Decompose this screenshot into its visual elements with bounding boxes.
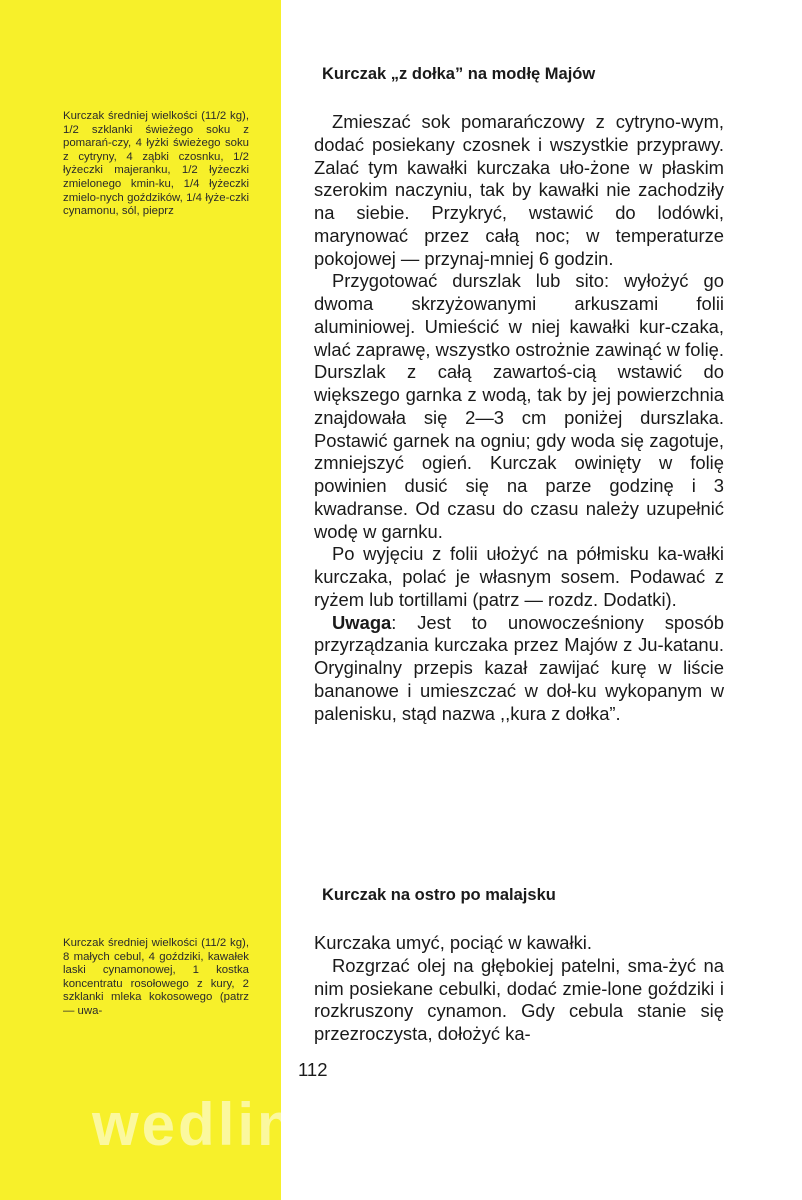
recipe1-paragraph: Przygotować durszlak lub sito: wyłożyć go dwoma skrzyżowanymi arkuszami folii aluminiowej. Umieścić w niej kawałki kur-czaka, wlać zaprawę, wszystko ostrożnie zawinąć w folię. Durszlak z całą zawartoś-cią wstawić do większego garnka z wodą, tak by jej powierzchnia znajdowała się 2—3 cm poniżej durszlaka. Postawić garnek na ogniu; gdy woda się zagotuje, zmniejszyć ogień. Kurczak owinięty w folię powinien dusić się na parze godzinę i 3 kwadranse. Od czasu do czasu należy uzupełnić wodę w garnku. xyxy=(314,270,724,542)
page-number: 112 xyxy=(298,1059,328,1080)
recipe1-note xyxy=(314,612,724,726)
note-label: Uwaga xyxy=(332,611,392,633)
recipe1-ingredients: Kurczak średniej wielkości (11/2 kg), 1/2 szklanki świeżego soku z pomarań-czy, 4 łyżki świeżego soku z cytryny, 4 ząbki czosnku, 1/2 łyżeczki majeranku, 1/2 łyżeczki zmielonego kmin-ku, 1/4 łyżeczki zmielo-nych goździków, 1/4 łyże-czki cynamonu, sól, pieprz xyxy=(63,110,249,218)
recipe2-ingredients: Kurczak średniej wielkości (11/2 kg), 8 małych cebul, 4 goździki, kawałek laski cynamonowej, 1 kostka koncentratu rosołowego z kury, 2 szklanki mleka kokosowego (patrz — uwa- xyxy=(63,937,249,1017)
recipe1-body xyxy=(314,111,724,725)
recipe2-body xyxy=(314,932,724,1046)
note-text: : Jest to unowocześniony sposób przyrządzania kurczaka przez Majów z Ju-katanu. Oryginalny przepis kazał zawijać kurę w liście bananowe i umieszczać w doł-ku wykopanym w palenisku, stąd nazwa ,,kura z dołka”. xyxy=(314,611,724,724)
recipe1-title: Kurczak „z dołka” na modłę Majów xyxy=(322,65,596,83)
recipe2-paragraph: Kurczaka umyć, pociąć w kawałki. xyxy=(314,932,592,953)
recipe1-paragraph: Po wyjęciu z folii ułożyć na półmisku ka-wałki kurczaka, polać je własnym sosem. Podawać z ryżem lub tortillami (patrz — rozdz. Dodatki). xyxy=(314,543,724,610)
recipe1-paragraph: Zmieszać sok pomarańczowy z cytryno-wym, dodać posiekany czosnek i wszystkie przyprawy. Zalać tym kawałki kurczaka uło-żone w płaskim szerokim naczyniu, tak by kawałki nie zachodziły na siebie. Przykryć, wstawić do lodówki, marynować przez całą noc; w temperaturze pokojowej — przynaj-mniej 6 godzin. xyxy=(314,111,724,269)
watermark: wedlinydomowe.pl xyxy=(92,1091,674,1158)
recipe2-title: Kurczak na ostro po malajsku xyxy=(322,886,556,904)
recipe2-paragraph: Rozgrzać olej na głębokiej patelni, sma-żyć na nim posiekane cebulki, dodać zmie-lone goździki i rozkruszony cynamon. Gdy cebula stanie się przezroczysta, dołożyć ka- xyxy=(314,954,724,1044)
